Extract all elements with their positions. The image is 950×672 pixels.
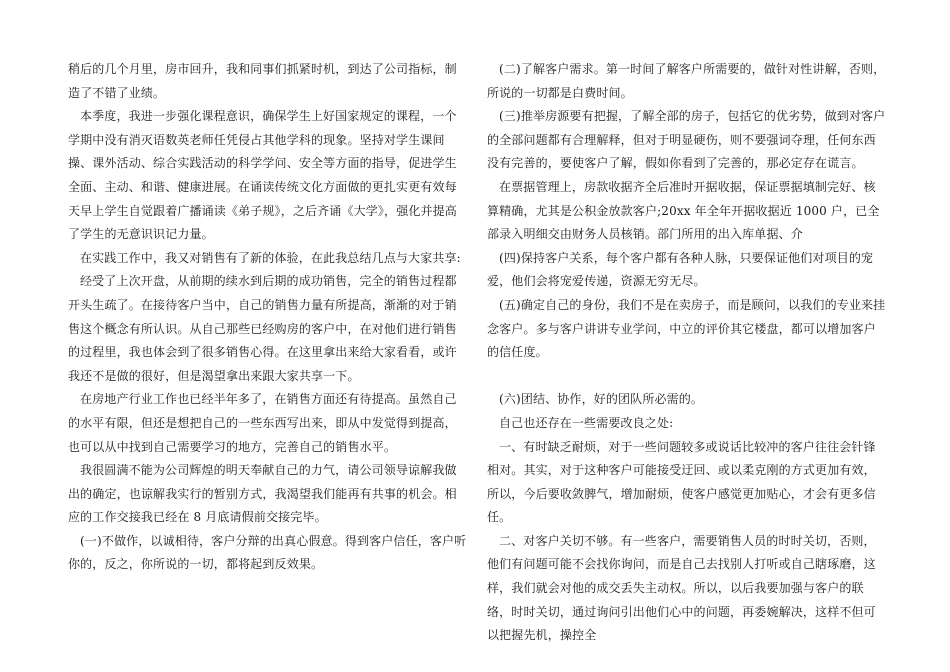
paragraph: (二)了解客户需求。第一时间了解客户所需要的，做针对性讲解，否则，所说的一切都是白费时间。 <box>487 62 886 100</box>
paragraph: (六)团结、协作，好的团队所必需的。 <box>499 392 704 407</box>
paragraph: (一)不做作，以诚相待，客户分辩的出真心假意。得到客户信任，客户听你的，反之，你所说的一切，都将起到反效果。 <box>68 533 467 572</box>
paragraph: 二、对客户关切不够。有一些客户，需要销售人员的时时关切，否则，他们有问题可能不会找你询问，而是自己去找别人打听或自己瞎琢磨，这样，我们就会对他的成交丢失主动权。所以，以后我要加强与客户的联络，时时关切，通过询问引出他们心中的问题，再委婉解决，这样不但可以把握先机，操控全 <box>487 533 876 643</box>
paragraph: 经受了上次开盘，从前期的续水到后期的成功销售，完全的销售过程都开头生疏了。在接待客户当中，自己的销售力量有所提高，渐渐的对于销售这个概念有所认识。从自己那些已经购房的客户中，在对他们进行销售的过程里，我也体会到了很多销售心得。在这里拿出来给大家看看，或许我还不是做的很好，但是渴望拿出来跟大家共享一下。 <box>68 274 457 383</box>
paragraph: 我很圆满不能为公司辉煌的明天奉献自己的力气，请公司领导谅解我做出的确定，也谅解我实行的暂别方式，我渴望我们能再有共事的机会。相应的工作交接我已经在 8 月底请假前交接完毕。 <box>68 463 457 525</box>
paragraph: 本季度，我进一步强化课程意识，确保学生上好国家规定的课程，一个学期中没有消灭语数英老师任凭侵占其他学科的现象。坚持对学生课间操、课外活动、综合实践活动的科学学问、安全等方面的指导，促进学生全面、主动、和谐、健康进展。在诵读传统文化方面做的更扎实更有效每天早上学生自觉跟着广播诵读《弟子规》，之后齐诵《大学》，强化并提高了学生的无意识识记力量。 <box>68 109 457 242</box>
right-text-column <box>487 58 887 648</box>
paragraph: (五)确定自己的身份，我们不是在卖房子，而是顾问，以我们的专业来挂念客户。多与客户讲讲专业学问，中立的评价其它楼盘，都可以增加客户的信任度。 <box>487 297 886 360</box>
paragraph: 一、有时缺乏耐烦，对于一些问题较多或说话比较冲的客户往往会针锋相对。其实，对于这种客户可能接受迂回、或以柔克刚的方式更加有效，所以，今后要收敛脾气，增加耐烦，使客户感觉更加贴心，才会有更多信任。 <box>487 439 876 525</box>
blank-line <box>487 365 887 389</box>
paragraph: 在票据管理上，房款收据齐全后准时开据收据，保证票据填制完好、核算精确，尤其是公积金放款客户;20xx 年全年开据收据近 1000 户，已全部录入明细交由财务人员核销。部门所用的出入库单据、介 <box>487 179 880 242</box>
paragraph: 在实践工作中，我又对销售有了新的体验，在此我总结几点与大家共享: <box>80 250 461 265</box>
left-text-column <box>68 58 468 577</box>
paragraph: 自己也还存在一些需要改良之处: <box>499 415 674 430</box>
paragraph: (四)保持客户关系，每个客户都有各种人脉，只要保证他们对项目的宠爱，他们会将宠爱传递，资源无穷无尽。 <box>487 250 874 289</box>
paragraph: 稍后的几个月里，房市回升，我和同事们抓紧时机，到达了公司指标，制造了不错了业绩。 <box>68 62 457 100</box>
paragraph: 在房地产行业工作也已经半年多了，在销售方面还有待提高。虽然自己的水平有限，但还是想把自己的一些东西写出来，即从中发觉得到提高，也可以从中找到自己需要学习的地方，完善自己的销售水平。 <box>68 392 457 454</box>
paragraph: (三)推举房源要有把握，了解全部的房子，包括它的优劣势，做到对客户的全部问题都有合理解释，但对于明显硬伤，则不要强词夺理，任何东西没有完善的，要使客户了解，假如你看到了完善的，那必定存在谎言。 <box>487 109 886 171</box>
